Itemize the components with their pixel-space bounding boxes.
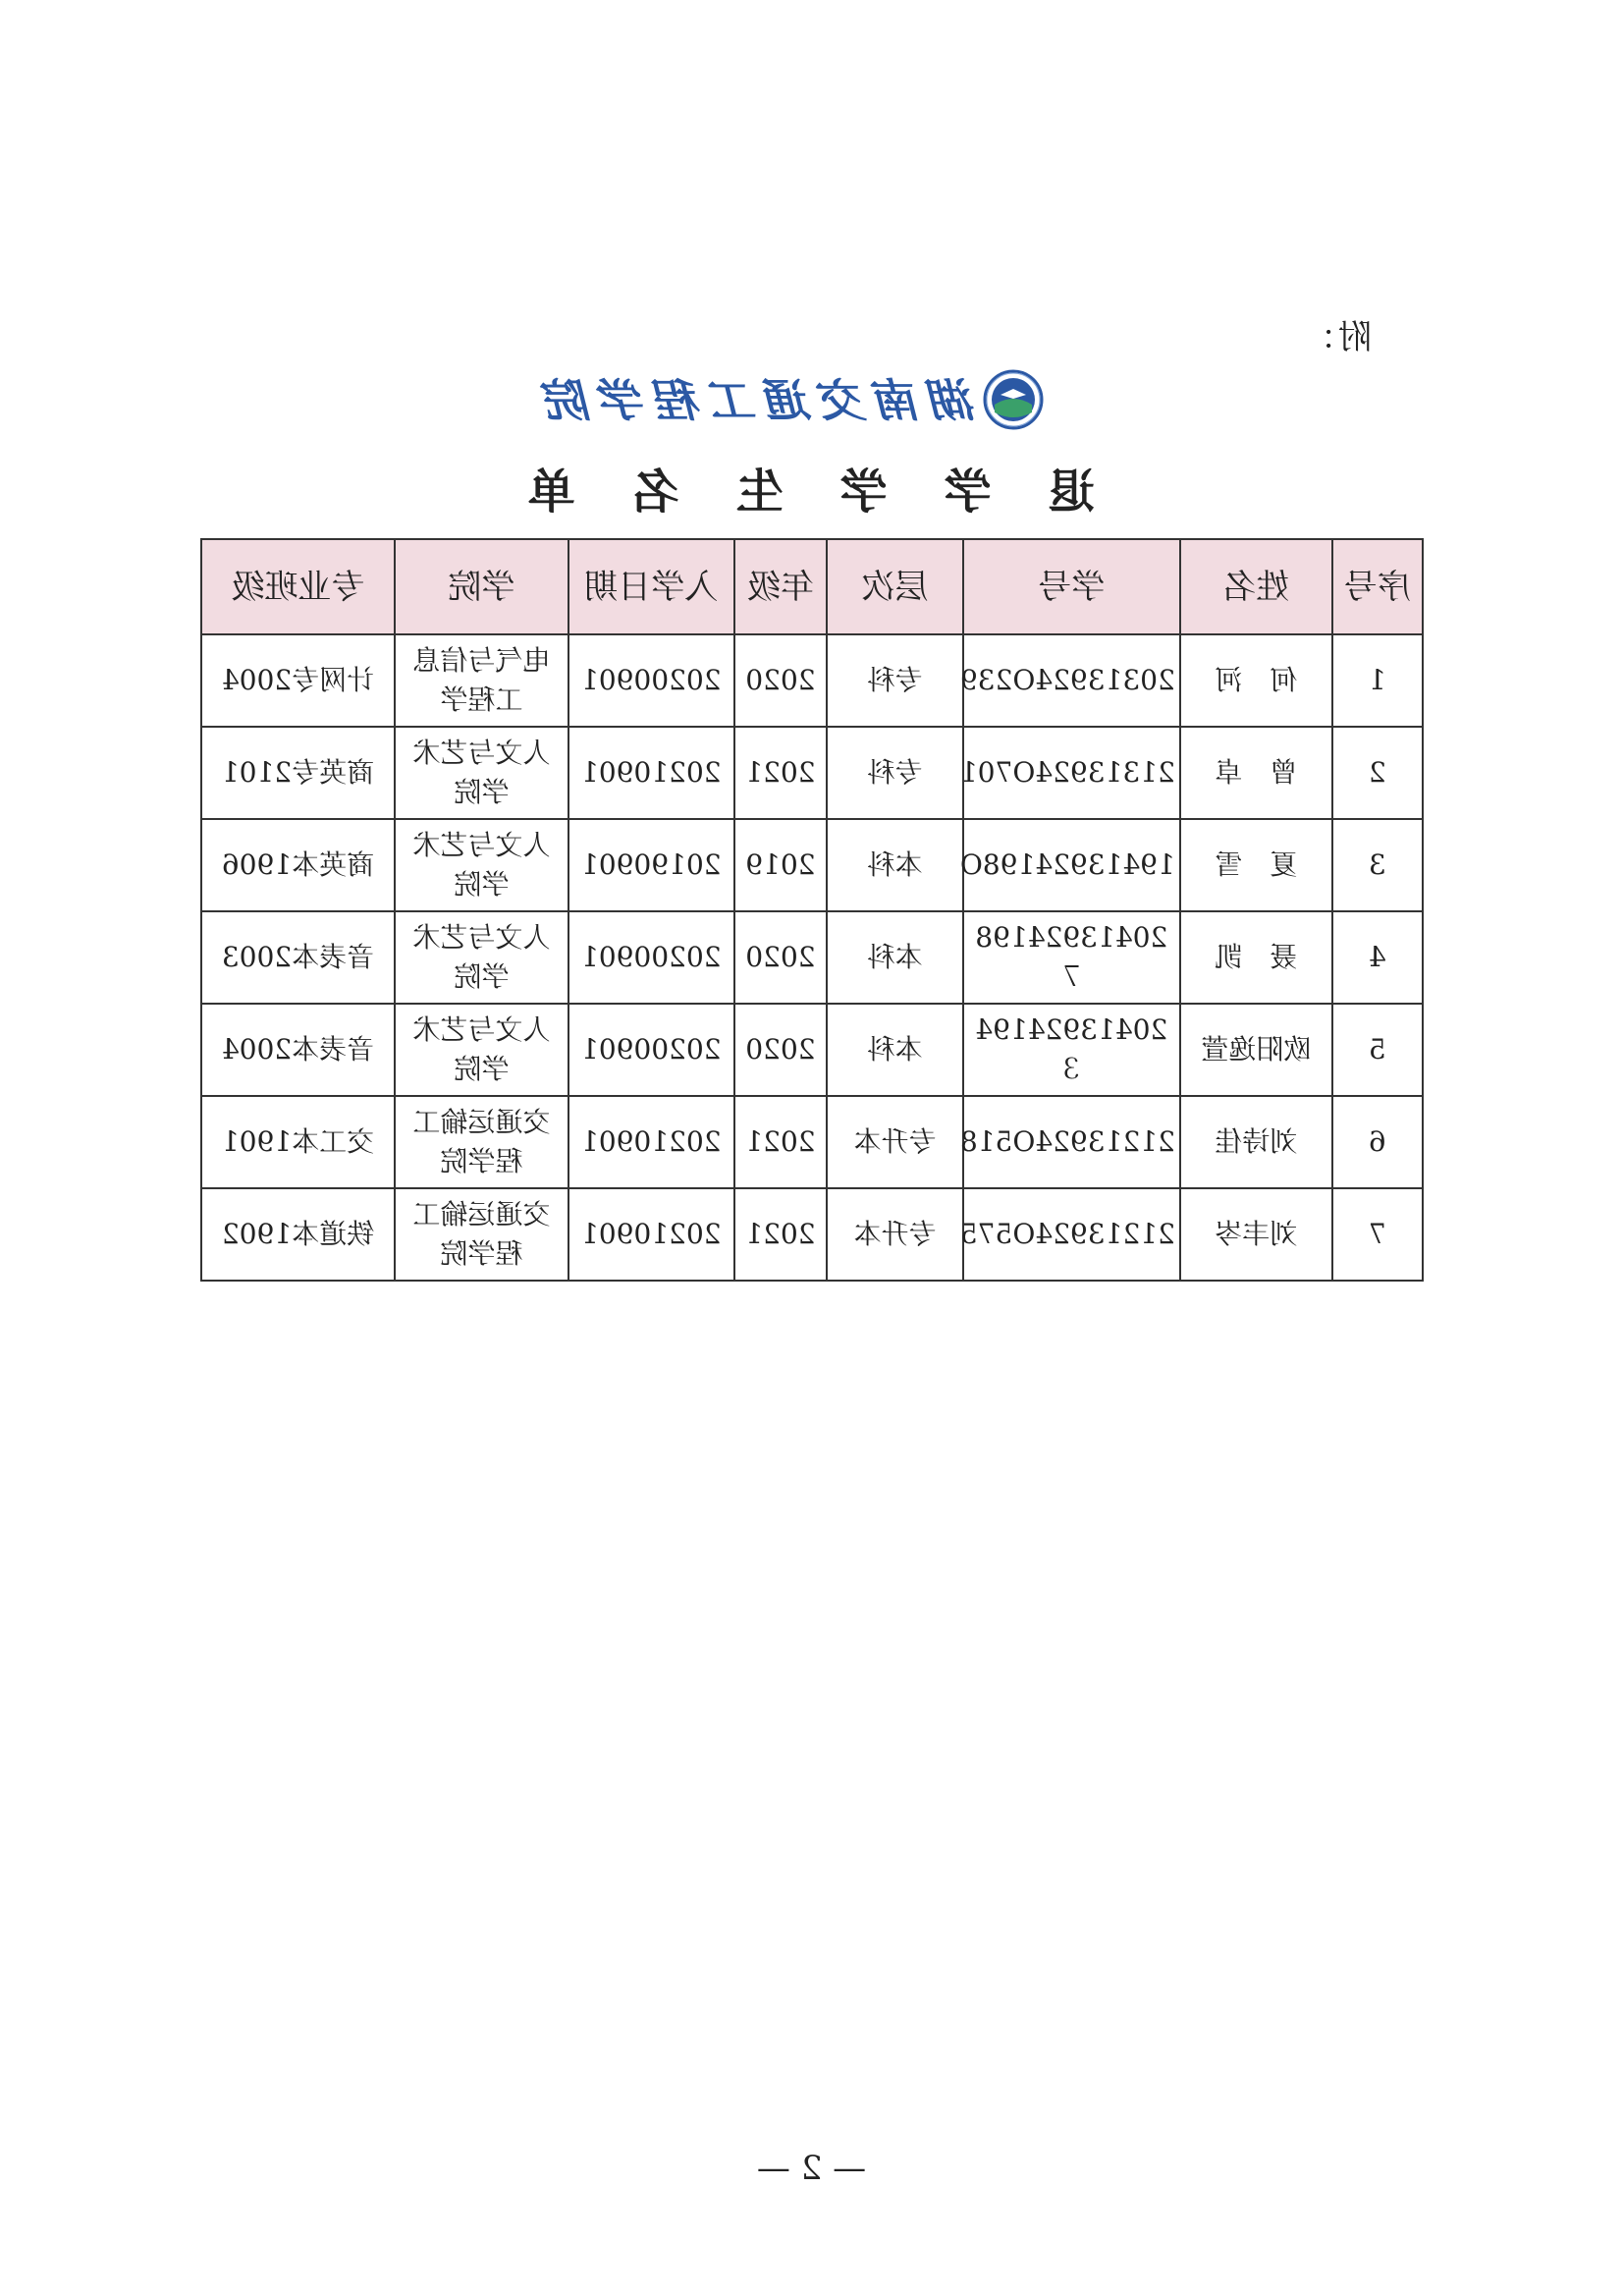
table-row xyxy=(201,819,1423,911)
table-cell: 人文与艺术学院 xyxy=(395,727,568,819)
table-cell: 本科 xyxy=(827,1004,963,1096)
table-cell: 专科 xyxy=(827,727,963,819)
table-cell: 2019 xyxy=(734,819,827,911)
table-row xyxy=(201,1188,1423,1281)
table-cell: 刘丰岑 xyxy=(1180,1188,1332,1281)
table-row xyxy=(201,634,1423,727)
table-header-row xyxy=(201,539,1423,634)
page-number: — 2 — xyxy=(756,2149,867,2188)
table-row xyxy=(201,727,1423,819)
table-cell: 20210901 xyxy=(568,1096,734,1188)
table-row xyxy=(201,1096,1423,1188)
table-cell: 20190901 xyxy=(568,819,734,911)
table-cell: 2021 xyxy=(734,1096,827,1188)
document-title: 退学学生名单 xyxy=(470,465,1096,519)
table-cell: 计网专2004 xyxy=(201,634,395,727)
table-cell: 6 xyxy=(1332,1096,1423,1188)
table-cell: 21213924O518 xyxy=(963,1096,1180,1188)
table-cell: 交工本1901 xyxy=(201,1096,395,1188)
table-cell: 人文与艺术学院 xyxy=(395,819,568,911)
table-cell: 曾 卓 xyxy=(1180,727,1332,819)
withdrawn-students-table xyxy=(200,538,1424,1282)
table-cell: 专升本 xyxy=(827,1096,963,1188)
table-cell: 人文与艺术学院 xyxy=(395,911,568,1004)
table-cell: 聂 凯 xyxy=(1180,911,1332,1004)
column-header: 序号 xyxy=(1332,539,1423,634)
column-header: 专业班级 xyxy=(201,539,395,634)
table-cell: 1 xyxy=(1332,634,1423,727)
table-cell: 专升本 xyxy=(827,1188,963,1281)
column-header: 层次 xyxy=(827,539,963,634)
table-cell: 2020 xyxy=(734,634,827,727)
column-header: 年级 xyxy=(734,539,827,634)
table-cell: 20200901 xyxy=(568,911,734,1004)
table-cell: 2 xyxy=(1332,727,1423,819)
table-cell: 3 xyxy=(1332,819,1423,911)
table-cell: 本科 xyxy=(827,819,963,911)
table-cell: 20413924194３ xyxy=(963,1004,1180,1096)
table-cell: 19413924198O xyxy=(963,819,1180,911)
table-cell: 5 xyxy=(1332,1004,1423,1096)
college-emblem-icon xyxy=(983,369,1044,430)
table-cell: 20200901 xyxy=(568,1004,734,1096)
table-cell: 2021 xyxy=(734,727,827,819)
table-cell: 何 河 xyxy=(1180,634,1332,727)
table-cell: 21313924O701 xyxy=(963,727,1180,819)
table-cell: 音表本2003 xyxy=(201,911,395,1004)
table-cell: 电气与信息工程学 xyxy=(395,634,568,727)
table-cell: 20210901 xyxy=(568,727,734,819)
table-cell: 音表本2004 xyxy=(201,1004,395,1096)
table-cell: 商英专2101 xyxy=(201,727,395,819)
table-cell: 交通运输工程学院 xyxy=(395,1188,568,1281)
table-cell: 交通运输工程学院 xyxy=(395,1096,568,1188)
table-cell: 20200901 xyxy=(568,634,734,727)
table-cell: 2021 xyxy=(734,1188,827,1281)
table-cell: 本科 xyxy=(827,911,963,1004)
table-row xyxy=(201,911,1423,1004)
table-cell: 商英本1906 xyxy=(201,819,395,911)
table-cell: 欧阳逸萱 xyxy=(1180,1004,1332,1096)
table-cell: 7 xyxy=(1332,1188,1423,1281)
table-cell: 2020 xyxy=(734,1004,827,1096)
column-header: 姓名 xyxy=(1180,539,1332,634)
college-name: 湖南交通工程学院 xyxy=(537,374,977,427)
table-cell: 刘诗佳 xyxy=(1180,1096,1332,1188)
table-cell: 4 xyxy=(1332,911,1423,1004)
table-cell: 铁道本1902 xyxy=(201,1188,395,1281)
column-header: 学号 xyxy=(963,539,1180,634)
table-cell: 人文与艺术学院 xyxy=(395,1004,568,1096)
table-cell: 2020 xyxy=(734,911,827,1004)
attachment-label: 附： xyxy=(1301,318,1372,357)
column-header: 学院 xyxy=(395,539,568,634)
table-cell: 21213924O575 xyxy=(963,1188,1180,1281)
table-cell: 专科 xyxy=(827,634,963,727)
table-cell: 20210901 xyxy=(568,1188,734,1281)
table-cell: 20313924O239 xyxy=(963,634,1180,727)
column-header: 入学日期 xyxy=(568,539,734,634)
college-header xyxy=(0,363,1623,432)
table-cell: 20413924198７ xyxy=(963,911,1180,1004)
table-row xyxy=(201,1004,1423,1096)
table-cell: 夏 雪 xyxy=(1180,819,1332,911)
